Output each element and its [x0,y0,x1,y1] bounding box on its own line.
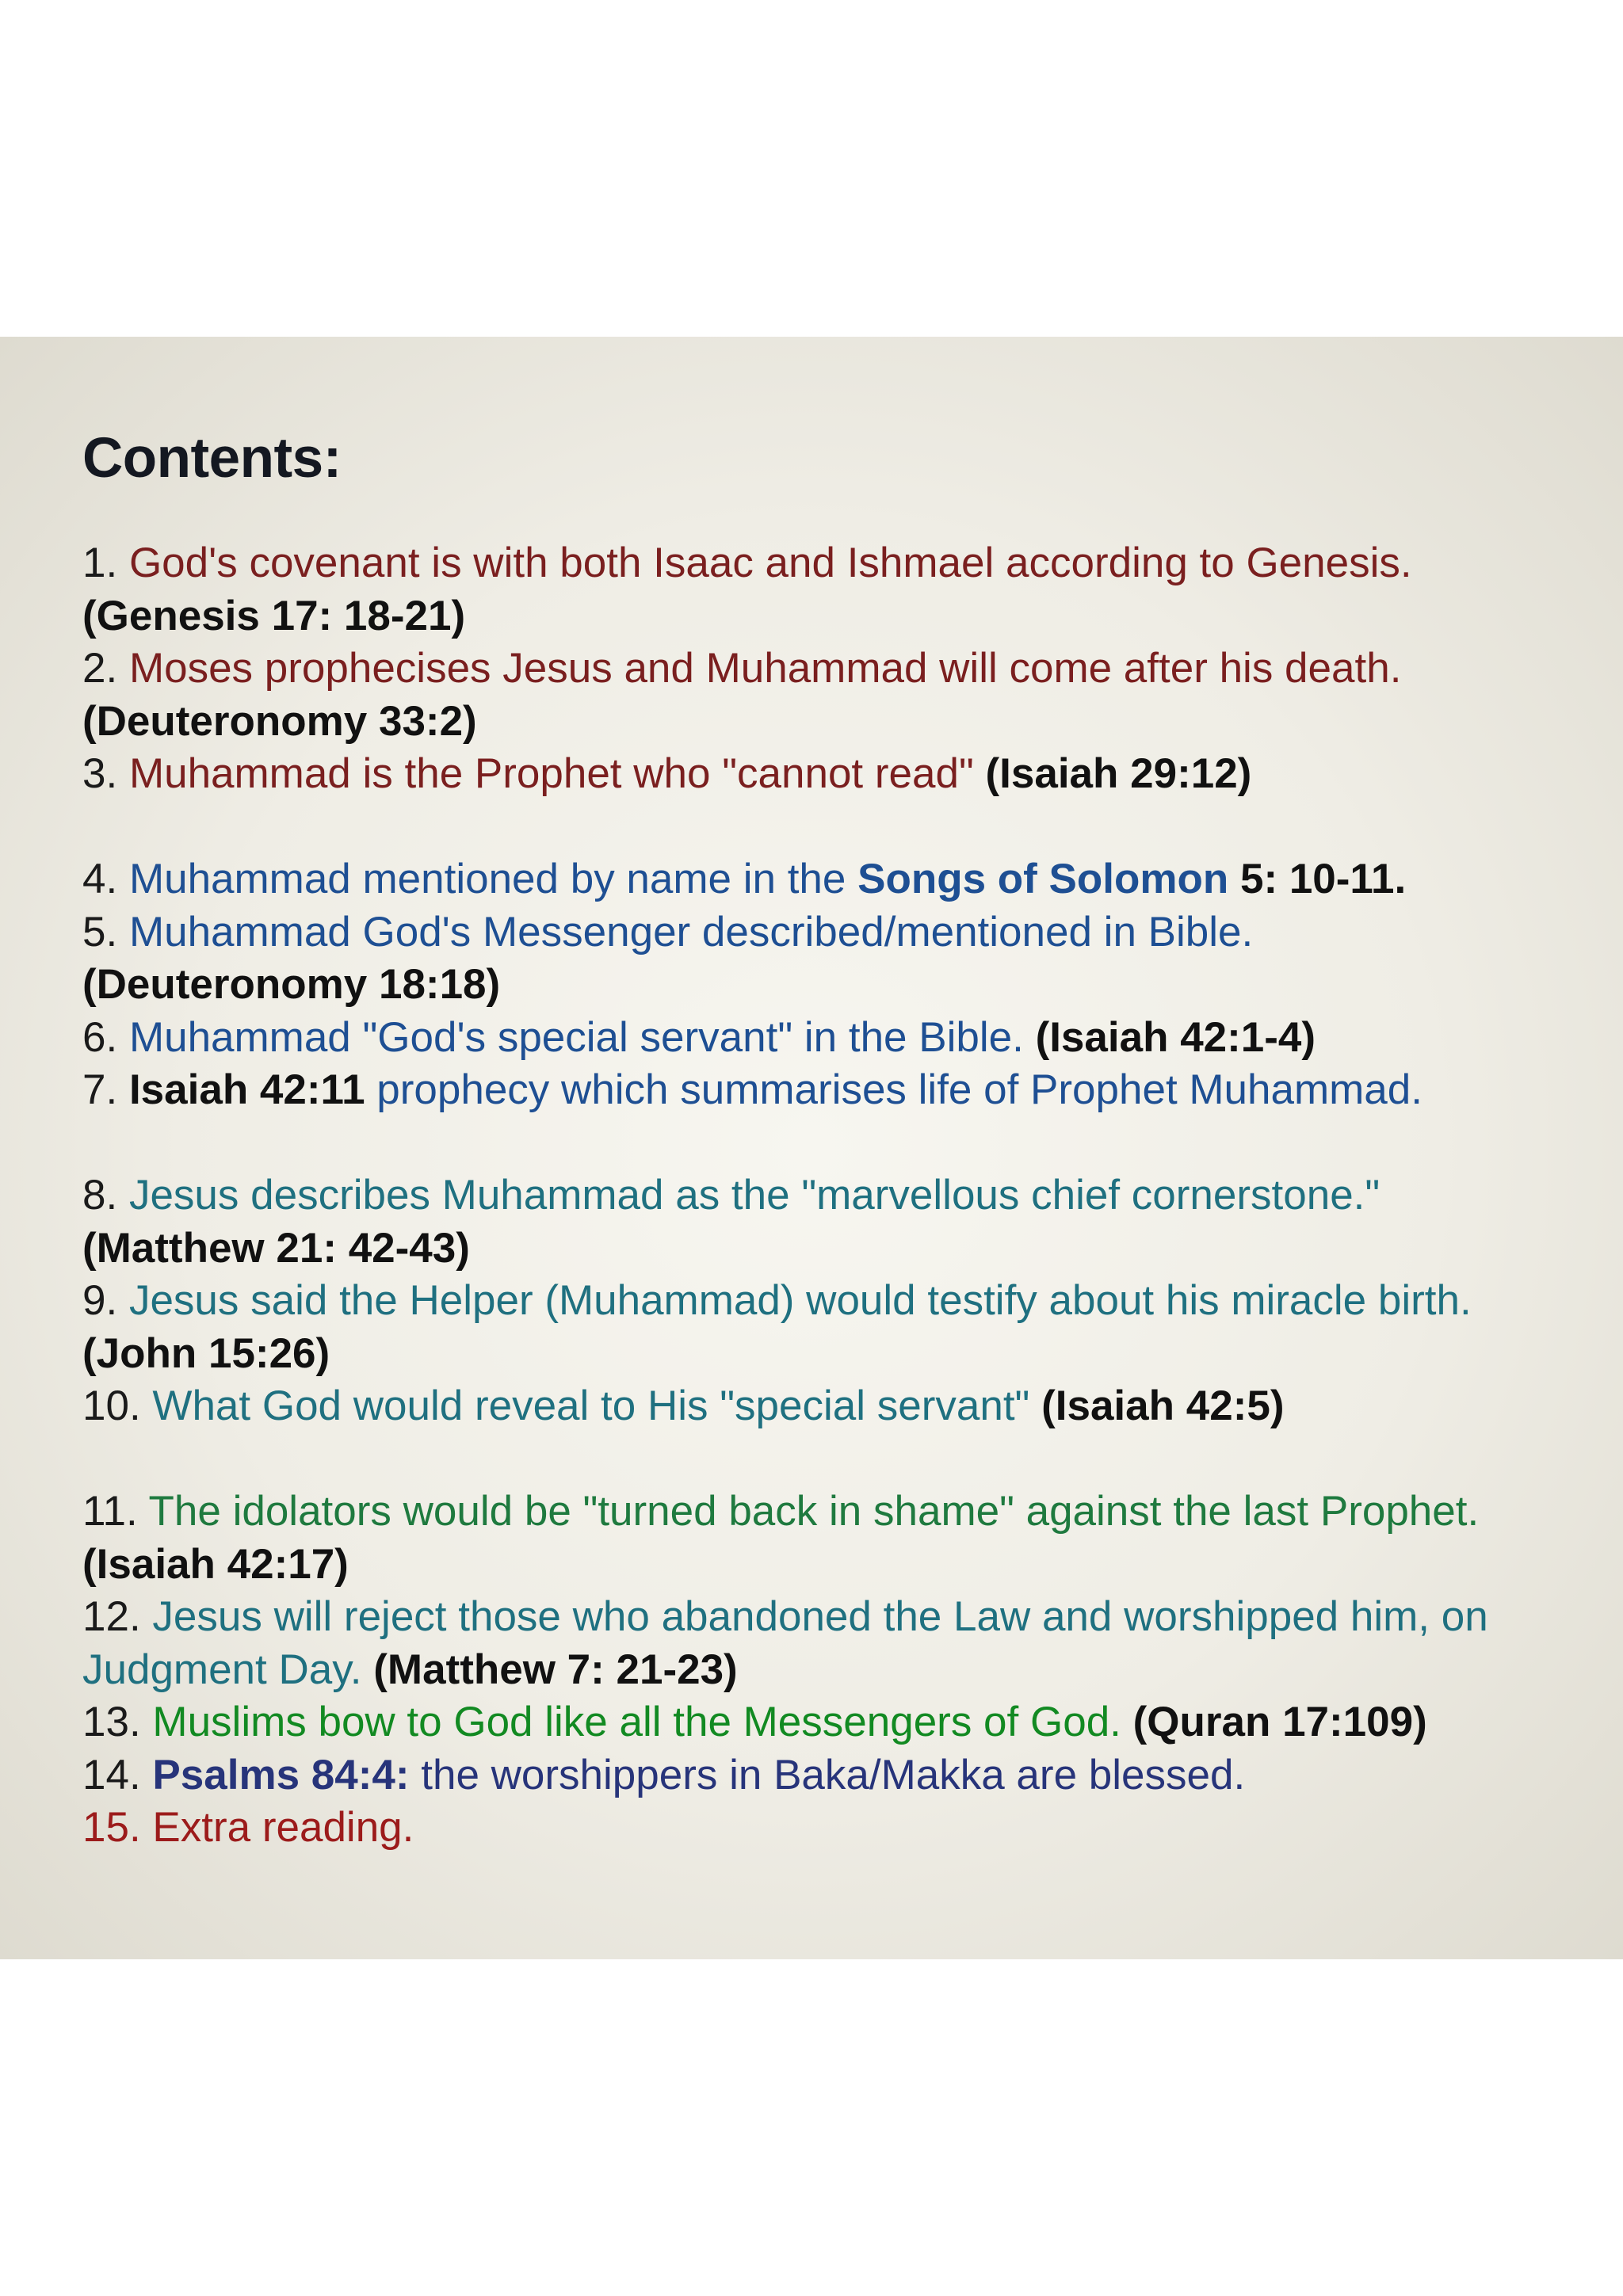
section-spacer [82,801,1623,854]
item-reference: (Isaiah 29:12) [985,750,1252,797]
item-title: Muhammad "God's special servant" in the Bible. [128,1013,1024,1061]
list-item [82,1749,1623,1802]
list-item-reference-line [82,959,1623,1012]
item-title: Muhammad mentioned by name in the [128,856,846,902]
list-item-reference-line [82,696,1623,749]
item-title: Jesus will reject those who abandoned the Law and worshipped him, on Judgment Day. [82,1593,1488,1693]
item-title: Extra reading. [152,1804,414,1851]
item-number: 14. [82,1751,141,1798]
item-title: Muslims bow to God like all the Messengers of God. [152,1699,1121,1745]
list-item [82,1169,1623,1222]
list-item [82,1591,1588,1696]
item-number: 1. [82,540,118,586]
item-title: The idolators would be "turned back in shame" against the last Prophet. [148,1488,1480,1535]
item-reference: 5: 10-11. [1239,856,1407,902]
item-number: 10. [82,1383,141,1429]
list-item [82,643,1623,696]
item-book-name: Songs of Solomon [857,856,1229,902]
item-number: 5. [82,908,118,955]
item-title: prophecy which summarises life of Prophet Muhammad. [376,1066,1423,1113]
list-item [82,1486,1588,1591]
item-title: the worshippers in Baka/Makka are blessed. [421,1751,1246,1798]
list-item [82,1275,1588,1380]
item-reference: (Deuteronomy 33:2) [82,697,477,745]
section-spacer [82,1433,1623,1486]
item-reference: (Quran 17:109) [1132,1699,1427,1745]
item-number: 7. [82,1066,118,1113]
contents-panel [0,337,1623,1959]
item-title: Muhammad is the Prophet who "cannot read" [128,750,974,797]
item-number: 15. [82,1804,141,1851]
item-reference: (Matthew 7: 21-23) [373,1646,738,1693]
list-item [82,537,1623,590]
list-item [82,1012,1623,1065]
contents-list [82,537,1623,1855]
item-reference: Isaiah 42:11 [128,1066,365,1113]
item-number: 3. [82,750,118,797]
item-title: Muhammad God's Messenger described/mentioned in Bible. [128,908,1254,955]
item-reference: (Matthew 21: 42-43) [82,1224,470,1272]
list-item [82,1802,1623,1855]
item-reference: (Isaiah 42:17) [82,1540,349,1588]
list-item [82,1064,1623,1117]
list-item [82,853,1623,906]
item-reference: (John 15:26) [82,1329,330,1377]
item-reference: (Genesis 17: 18-21) [82,592,466,639]
item-reference: (Isaiah 42:5) [1041,1383,1285,1429]
item-number: 13. [82,1699,141,1745]
item-number: 9. [82,1277,118,1324]
item-number: 12. [82,1593,141,1640]
item-title: Jesus said the Helper (Muhammad) would testify about his miracle birth. [128,1277,1472,1324]
item-number: 11. [82,1488,138,1535]
list-item [82,748,1623,801]
item-number: 2. [82,645,118,692]
list-item [82,906,1623,959]
list-item [82,1696,1623,1749]
item-number: 4. [82,856,118,902]
list-item-reference-line [82,1222,1623,1276]
item-title: Jesus describes Muhammad as the "marvellous chief cornerstone." [128,1172,1381,1219]
item-title: What God would reveal to His "special servant" [152,1383,1030,1429]
item-reference: (Isaiah 42:1-4) [1035,1013,1316,1061]
section-spacer [82,1117,1623,1170]
item-title: Moses prophecises Jesus and Muhammad will come after his death. [128,645,1402,692]
list-item [82,1380,1623,1433]
item-number: 6. [82,1013,118,1061]
item-reference: Psalms 84:4: [152,1751,410,1798]
page-title: Contents: [82,427,342,490]
item-reference: (Deuteronomy 18:18) [82,961,501,1008]
item-title: God's covenant is with both Isaac and Ishmael according to Genesis. [128,540,1412,586]
list-item-reference-line [82,590,1623,643]
item-number: 8. [82,1172,118,1219]
